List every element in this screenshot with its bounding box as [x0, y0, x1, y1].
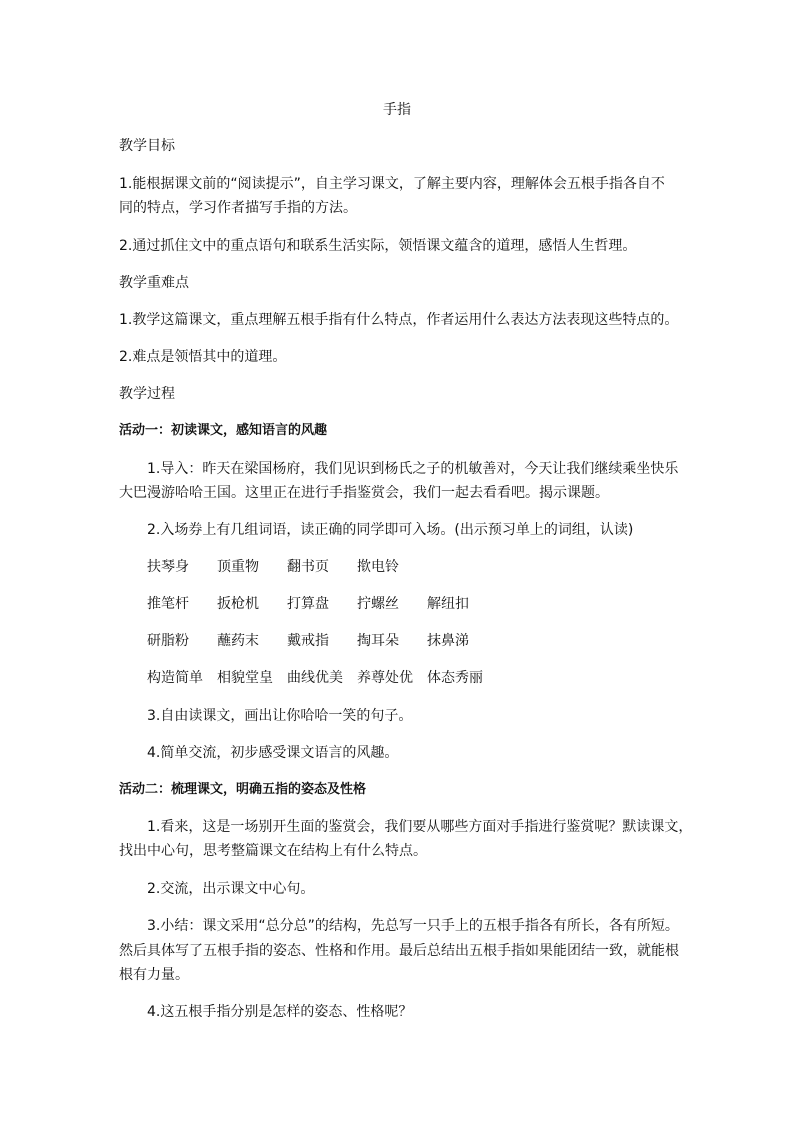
word-item: 抹鼻涕 — [427, 633, 469, 649]
word-item: 拧螺丝 — [357, 596, 399, 612]
a1-step1-line2: 大巴漫游哈哈王国。这里正在进行手指鉴赏会，我们一起去看看吧。揭示课题。 — [119, 485, 609, 501]
document-title: 手指 — [383, 102, 411, 118]
a1-step3: 3.自由读课文，画出让你哈哈一笑的句子。 — [147, 708, 413, 724]
paragraph-focus1: 1.教学这篇课文，重点理解五根手指有什么特点，作者运用什么表达方法表现这些特点的。 — [119, 312, 679, 328]
a2-step1-line2: 找出中心句，思考整篇课文在结构上有什么特点。 — [119, 843, 427, 859]
word-item: 构造简单 — [147, 670, 203, 686]
a1-step4: 4.简单交流，初步感受课文语言的风趣。 — [147, 745, 399, 761]
section-heading-process: 教学过程 — [119, 386, 175, 402]
paragraph-focus2: 2.难点是领悟其中的道理。 — [119, 349, 287, 365]
word-item: 体态秀丽 — [427, 670, 483, 686]
word-item: 蘸药末 — [217, 633, 259, 649]
a2-step4: 4.这五根手指分别是怎样的姿态、性格呢？ — [147, 1004, 413, 1020]
word-item: 打算盘 — [287, 596, 329, 612]
word-item: 养尊处优 — [357, 670, 413, 686]
paragraph-goal1-line2: 同的特点，学习作者描写手指的方法。 — [119, 200, 357, 216]
section-heading-focus: 教学重难点 — [119, 275, 189, 291]
word-item: 掏耳朵 — [357, 633, 399, 649]
word-item: 解纽扣 — [427, 596, 469, 612]
word-item: 扳枪机 — [217, 596, 259, 612]
paragraph-goal1-line1: 1.能根据课文前的“阅读提示”，自主学习课文，了解主要内容，理解体会五根手指各自不 — [119, 176, 665, 192]
paragraph-goal2: 2.通过抓住文中的重点语句和联系生活实际，领悟课文蕴含的道理，感悟人生哲理。 — [119, 238, 637, 254]
word-item: 相貌堂皇 — [217, 670, 273, 686]
word-item: 研脂粉 — [147, 633, 189, 649]
a1-step1-line1: 1.导入：昨天在梁国杨府，我们见识到杨氏之子的机敏善对，今天让我们继续乘坐快乐 — [147, 461, 679, 477]
activity2-title: 活动二：梳理课文，明确五指的姿态及性格 — [119, 782, 367, 797]
word-item: 翻书页 — [287, 559, 329, 575]
word-item: 扶琴身 — [147, 559, 189, 575]
word-item: 戴戒指 — [287, 633, 329, 649]
word-item: 推笔杆 — [147, 596, 189, 612]
a2-step3-line3: 根有力量。 — [119, 967, 189, 983]
word-item: 揿电铃 — [357, 559, 399, 575]
word-item: 曲线优美 — [287, 670, 343, 686]
a2-step2: 2.交流，出示课文中心句。 — [147, 881, 315, 897]
a2-step1-line1: 1.看来，这是一场别开生面的鉴赏会，我们要从哪些方面对手指进行鉴赏呢？默读课文， — [147, 819, 693, 835]
a1-step2: 2.入场券上有几组词语，读正确的同学即可入场。(出示预习单上的词组，认读) — [147, 522, 634, 538]
a2-step3-line1: 3.小结：课文采用“总分总”的结构，先总写一只手上的五根手指各有所长，各有所短。 — [147, 918, 679, 934]
section-heading-goals: 教学目标 — [119, 138, 175, 154]
word-item: 顶重物 — [217, 559, 259, 575]
a2-step3-line2: 然后具体写了五根手指的姿态、性格和作用。最后总结出五根手指如果能团结一致，就能根 — [119, 943, 679, 959]
activity1-title: 活动一：初读课文，感知语言的风趣 — [119, 423, 328, 438]
